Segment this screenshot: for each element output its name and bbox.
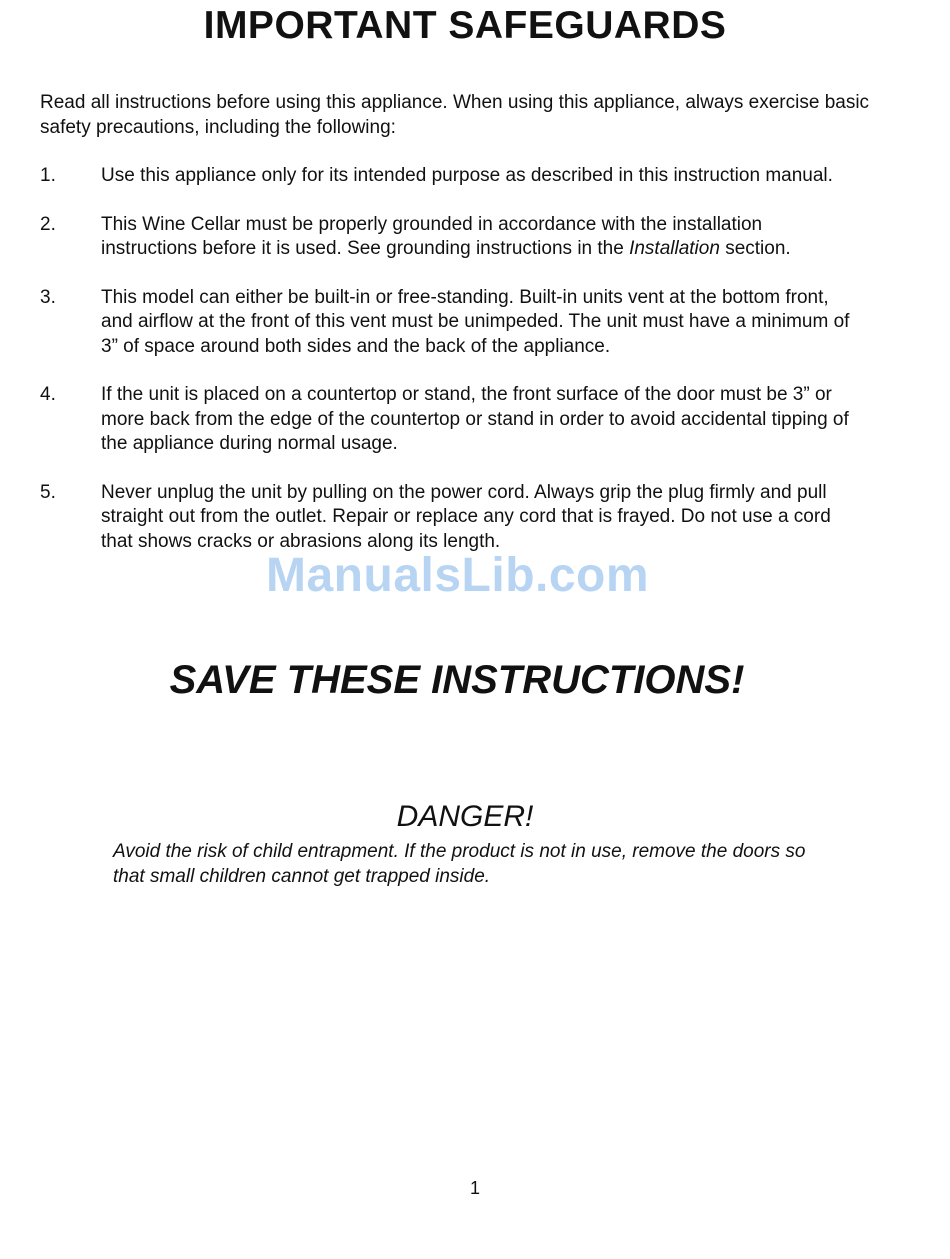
list-item: [40, 383, 920, 457]
installation-section-reference: Installation: [629, 238, 720, 259]
list-item: [40, 213, 920, 262]
safeguards-list: [40, 164, 920, 578]
list-item: [40, 286, 920, 360]
intro-paragraph: Read all instructions before using this appliance. When using this appliance, always exercise basic safety precautions, including the following:: [40, 92, 870, 138]
page-title: IMPORTANT SAFEGUARDS: [203, 4, 727, 47]
danger-heading: DANGER!: [396, 800, 534, 833]
danger-text: Avoid the risk of child entrapment. If the product is not in use, remove the doors so that small children cannot get trapped inside.: [113, 841, 806, 887]
item-number: 4.: [40, 384, 56, 405]
item-text-part: This Wine Cellar must be properly grounded in accordance with the installation instructions before it is used. See grounding instructions in the: [101, 213, 763, 259]
item-text: If the unit is placed on a countertop or stand, the front surface of the door must be 3” or more back from the edge of the countertop or stand in order to avoid accidental tipping of the appliance during normal usage.: [101, 384, 849, 454]
list-item: [40, 481, 920, 555]
item-number: 5.: [40, 481, 56, 503]
item-text: This model can either be built-in or free-standing. Built-in units vent at the bottom front, and airflow at the front of this vent must be unimpeded. The unit must have a minimum of 3” of space around both sides and the back of the appliance.: [101, 286, 850, 357]
item-text: Use this appliance only for its intended purpose as described in this instruction manual.: [101, 165, 833, 186]
watermark: ManualsLib.com: [266, 549, 650, 602]
page-number: 1: [469, 1178, 480, 1198]
save-instructions-heading: SAVE THESE INSTRUCTIONS!: [169, 658, 745, 702]
item-text: [101, 213, 861, 262]
item-number: 3.: [40, 286, 56, 308]
item-text-part: section.: [719, 238, 791, 259]
item-number: 2.: [40, 213, 56, 235]
item-number: 1.: [40, 165, 56, 186]
list-item: [40, 164, 920, 189]
item-text: Never unplug the unit by pulling on the power cord. Always grip the plug firmly and pull straight out from the outlet. Repair or replace any cord that is frayed. Do not use a cord that shows cracks or abrasions along its length.: [101, 481, 831, 552]
